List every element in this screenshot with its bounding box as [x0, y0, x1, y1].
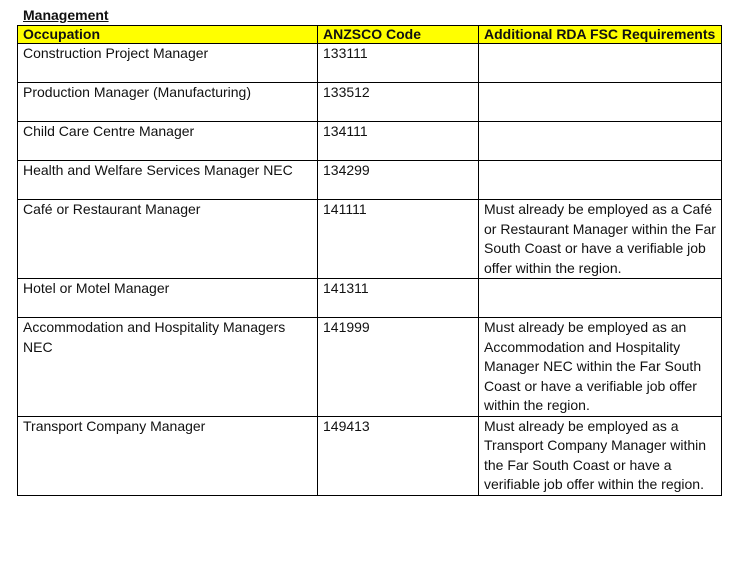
- requirements-cell: Must already be employed as an Accommodation and Hospitality Manager NEC within the Far South Coast or have a verifiable job offer within the region.: [479, 318, 722, 417]
- anzsco-code-cell: 133512: [318, 83, 479, 122]
- anzsco-code-cell: 141311: [318, 279, 479, 318]
- occupation-cell: Construction Project Manager: [18, 44, 318, 83]
- requirements-cell: [479, 161, 722, 200]
- table-row: [18, 318, 722, 417]
- requirements-cell: [479, 279, 722, 318]
- requirements-cell: [479, 44, 722, 83]
- section-heading: Management: [23, 7, 109, 23]
- table-row: [18, 416, 722, 495]
- requirements-cell: [479, 122, 722, 161]
- occupation-cell: Health and Welfare Services Manager NEC: [18, 161, 318, 200]
- anzsco-code-cell: 141111: [318, 200, 479, 279]
- table-row: [18, 83, 722, 122]
- occupation-cell: Café or Restaurant Manager: [18, 200, 318, 279]
- occupation-cell: Child Care Centre Manager: [18, 122, 318, 161]
- occupation-cell: Transport Company Manager: [18, 416, 318, 495]
- occupation-cell: Accommodation and Hospitality Managers NEC: [18, 318, 318, 417]
- occupation-cell: Production Manager (Manufacturing): [18, 83, 318, 122]
- table-row: [18, 161, 722, 200]
- table-row: [18, 200, 722, 279]
- anzsco-code-cell: 149413: [318, 416, 479, 495]
- table-row: [18, 122, 722, 161]
- column-header-anzsco-code: ANZSCO Code: [318, 26, 479, 44]
- column-header-requirements: Additional RDA FSC Requirements: [479, 26, 722, 44]
- requirements-cell: Must already be employed as a Transport Company Manager within the Far South Coast or have a verifiable job offer within the region.: [479, 416, 722, 495]
- table-row: [18, 279, 722, 318]
- table-header-row: [18, 26, 722, 44]
- table-row: [18, 44, 722, 83]
- anzsco-code-cell: 134299: [318, 161, 479, 200]
- column-header-occupation: Occupation: [18, 26, 318, 44]
- requirements-cell: [479, 83, 722, 122]
- anzsco-code-cell: 141999: [318, 318, 479, 417]
- anzsco-code-cell: 133111: [318, 44, 479, 83]
- anzsco-code-cell: 134111: [318, 122, 479, 161]
- occupation-table: [17, 25, 722, 496]
- requirements-cell: Must already be employed as a Café or Restaurant Manager within the Far South Coast or have a verifiable job offer within the region.: [479, 200, 722, 279]
- occupation-cell: Hotel or Motel Manager: [18, 279, 318, 318]
